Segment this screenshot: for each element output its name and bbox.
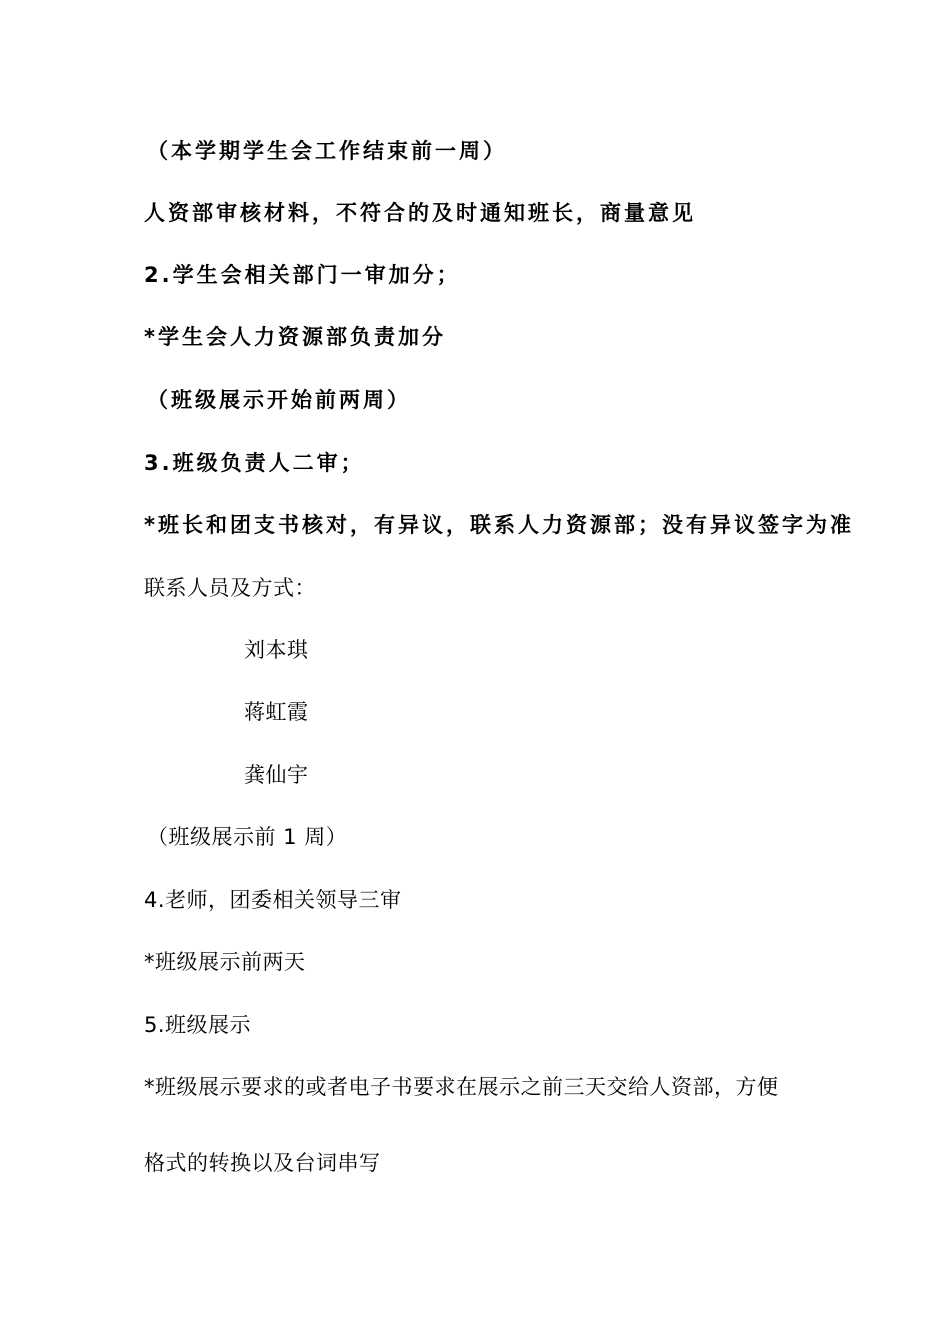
step-5-note: *班级展示要求的或者电子书要求在展示之前三天交给人资部，方便 xyxy=(144,1075,779,1099)
step-5-heading: 5.班级展示 xyxy=(144,1013,252,1037)
step-4-note: *班级展示前两天 xyxy=(144,950,306,974)
step-2-note: *学生会人力资源部负责加分 xyxy=(144,325,446,349)
contact-name: 刘本琪 xyxy=(244,638,309,662)
step-2-heading: 2.学生会相关部门一审加分； xyxy=(144,263,461,287)
schedule-note-semester-end: （本学期学生会工作结束前一周） xyxy=(147,139,507,163)
review-instruction: 人资部审核材料，不符合的及时通知班长，商量意见 xyxy=(144,201,696,225)
schedule-note-one-week: （班级展示前 1 周） xyxy=(147,825,348,849)
step-3-note: *班长和团支书核对，有异议，联系人力资源部；没有异议签字为准 xyxy=(144,513,854,537)
contact-name: 蒋虹霞 xyxy=(244,700,309,724)
step-3-heading: 3.班级负责人二审； xyxy=(144,451,365,475)
schedule-note-two-weeks: （班级展示开始前两周） xyxy=(147,388,411,412)
contacts-heading: 联系人员及方式： xyxy=(144,576,316,600)
step-4-heading: 4.老师，团委相关领导三审 xyxy=(144,888,402,912)
contact-name: 龚仙宇 xyxy=(244,763,309,787)
step-5-note-continued: 格式的转换以及台词串写 xyxy=(144,1151,381,1175)
